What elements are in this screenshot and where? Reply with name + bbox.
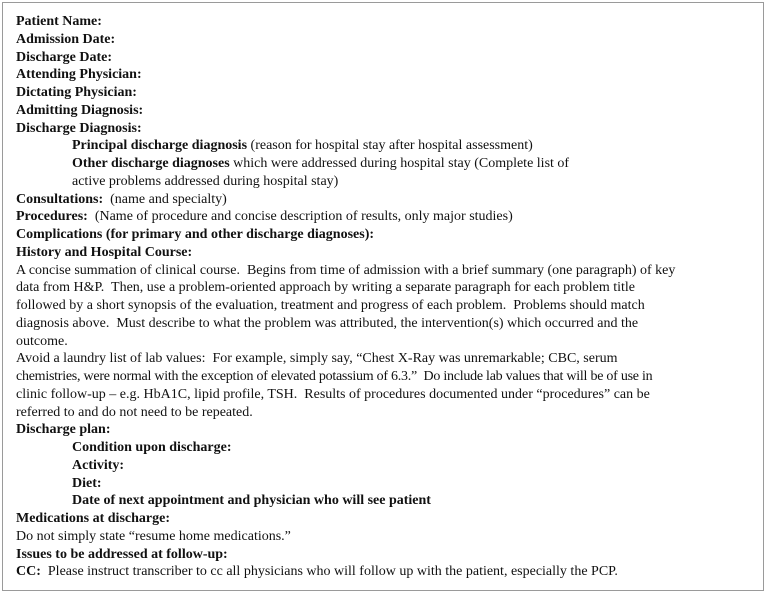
history-para1-line-5: outcome. xyxy=(16,333,68,349)
patient-name-label: Patient Name: xyxy=(16,14,102,29)
discharge-plan-activity: Activity: xyxy=(72,457,125,473)
history-para1-line-2: data from H&P. Then, use a problem-oriented approach by writing a separate paragraph for each problem title xyxy=(16,280,636,296)
admission-date-label: Admission Date: xyxy=(16,31,116,47)
history-para2-line-4: referred to and do not need to be repeated. xyxy=(16,404,253,420)
discharge-date-label: Discharge Date: xyxy=(16,49,113,65)
admitting-diagnosis-label: Admitting Diagnosis: xyxy=(16,102,144,118)
other-diagnoses-text: which were addressed during hospital stay (Complete list of xyxy=(229,156,570,171)
discharge-summary-template xyxy=(16,13,761,581)
discharge-plan-condition: Condition upon discharge: xyxy=(72,440,232,455)
complications-label: Complications (for primary and other discharge diagnoses): xyxy=(16,227,375,242)
history-para2-line-1: Avoid a laundry list of lab values: For example, simply say, “Chest X-Ray was unremarkable; CBC, serum xyxy=(16,351,618,367)
principal-diagnosis-label: Principal discharge diagnosis xyxy=(72,138,248,154)
procedures-text: (Name of procedure and concise description of results, only major studies) xyxy=(87,209,513,225)
history-para2-line-2: chemistries, were normal with the exception of elevated potassium of 6.3.” Do include lab values that will be of use in xyxy=(16,369,653,384)
history-para2-line-3: clinic follow-up – e.g. HbA1C, lipid profile, TSH. Results of procedures documented under “procedures” can be xyxy=(16,386,650,402)
procedures-line xyxy=(16,208,761,226)
discharge-plan-next-appointment: Date of next appointment and physician who will see patient xyxy=(72,493,431,509)
document-frame xyxy=(2,2,764,591)
other-diagnoses-label: Other discharge diagnoses xyxy=(72,156,230,171)
issues-label: Issues to be addressed at follow-up: xyxy=(16,546,228,562)
consultations-text: (name and specialty) xyxy=(103,191,227,207)
consultations-label: Consultations: xyxy=(16,191,104,207)
medications-text: Do not simply state “resume home medications.” xyxy=(16,528,291,544)
consultations-line xyxy=(16,191,761,209)
medications-label: Medications at discharge: xyxy=(16,511,170,526)
procedures-label: Procedures: xyxy=(16,209,88,225)
cc-line xyxy=(16,563,761,581)
history-label: History and Hospital Course: xyxy=(16,244,193,260)
discharge-plan-diet: Diet: xyxy=(72,475,102,491)
dictating-physician-label: Dictating Physician: xyxy=(16,85,137,100)
history-para1-line-3: followed by a short synopsis of the evaluation, treatment and progress of each problem. Problems should match xyxy=(16,298,645,313)
principal-diagnosis-line xyxy=(16,137,761,155)
other-diagnoses-text-continued: active problems addressed during hospital stay) xyxy=(72,173,339,189)
cc-label: CC: xyxy=(16,564,41,580)
principal-diagnosis-text: (reason for hospital stay after hospital assessment) xyxy=(247,138,533,154)
history-para1-line-4: diagnosis above. Must describe to what the problem was attributed, the intervention(s) which occurred and the xyxy=(16,315,639,331)
attending-physician-label: Attending Physician: xyxy=(16,67,142,83)
other-diagnoses-line xyxy=(16,155,761,173)
history-para1-line-1: A concise summation of clinical course. Begins from time of admission with a brief summary (one paragraph) of key xyxy=(16,262,676,278)
discharge-diagnosis-label: Discharge Diagnosis: xyxy=(16,120,142,136)
cc-text: Please instruct transcriber to cc all physicians who will follow up with the patient, especially the PCP. xyxy=(40,564,618,580)
discharge-plan-label: Discharge plan: xyxy=(16,422,111,438)
